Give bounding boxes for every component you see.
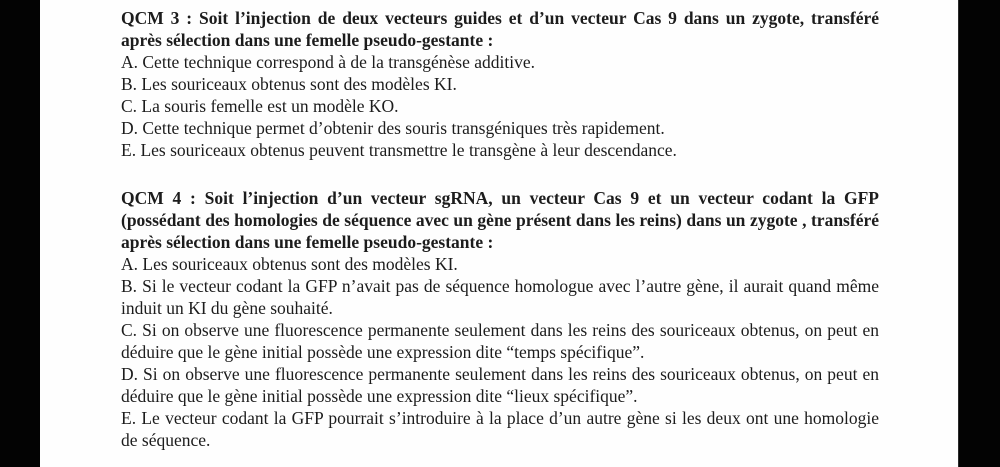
qcm3-option-b: B. Les souriceaux obtenus sont des modèles KI. [121, 74, 457, 94]
qcm3-heading: QCM 3 : Soit l’injection de deux vecteurs guides et d’un vecteur Cas 9 dans un zygote, transféré après sélection dans une femelle pseudo-gestante : [121, 8, 879, 50]
qcm3-option-a: A. Cette technique correspond à de la transgénèse additive. [121, 52, 536, 72]
qcm3-option-d: D. Cette technique permet d’obtenir des souris transgéniques très rapidement. [121, 118, 665, 138]
right-letterbox-bar [958, 0, 1000, 467]
qcm3-option-e: E. Les souriceaux obtenus peuvent transmettre le transgène à leur descendance. [121, 140, 677, 160]
qcm4-option-d: D. Si on observe une fluorescence permanente seulement dans les reins des souriceaux obtenus, on peut en déduire que le gène initial possède une expression dite “lieux spécifique”. [121, 364, 879, 406]
qcm4-option-c: C. Si on observe une fluorescence permanente seulement dans les reins des souriceaux obtenus, on peut en déduire que le gène initial possède une expression dite “temps spécifique”. [121, 320, 879, 362]
qcm4-heading: QCM 4 : Soit l’injection d’un vecteur sgRNA, un vecteur Cas 9 et un vecteur codant la GFP (possédant des homologies de séquence avec un gène présent dans les reins) dans un zygote , transféré après sélection dans une femelle pseudo-gestante : [121, 188, 879, 252]
qcm4-option-b: B. Si le vecteur codant la GFP n’avait pas de séquence homologue avec l’autre gène, il aurait quand même induit un KI du gène souhaité. [121, 276, 879, 318]
qcm3-option-c: C. La souris femelle est un modèle KO. [121, 96, 399, 116]
left-letterbox-bar [0, 0, 40, 467]
qcm4-option-a: A. Les souriceaux obtenus sont des modèles KI. [121, 254, 458, 274]
question-block-qcm4 [121, 187, 879, 451]
document-text [121, 7, 879, 451]
qcm4-option-e: E. Le vecteur codant la GFP pourrait s’introduire à la place d’un autre gène si les deux ont une homologie de séquence. [121, 408, 879, 450]
question-block-qcm3 [121, 7, 879, 161]
